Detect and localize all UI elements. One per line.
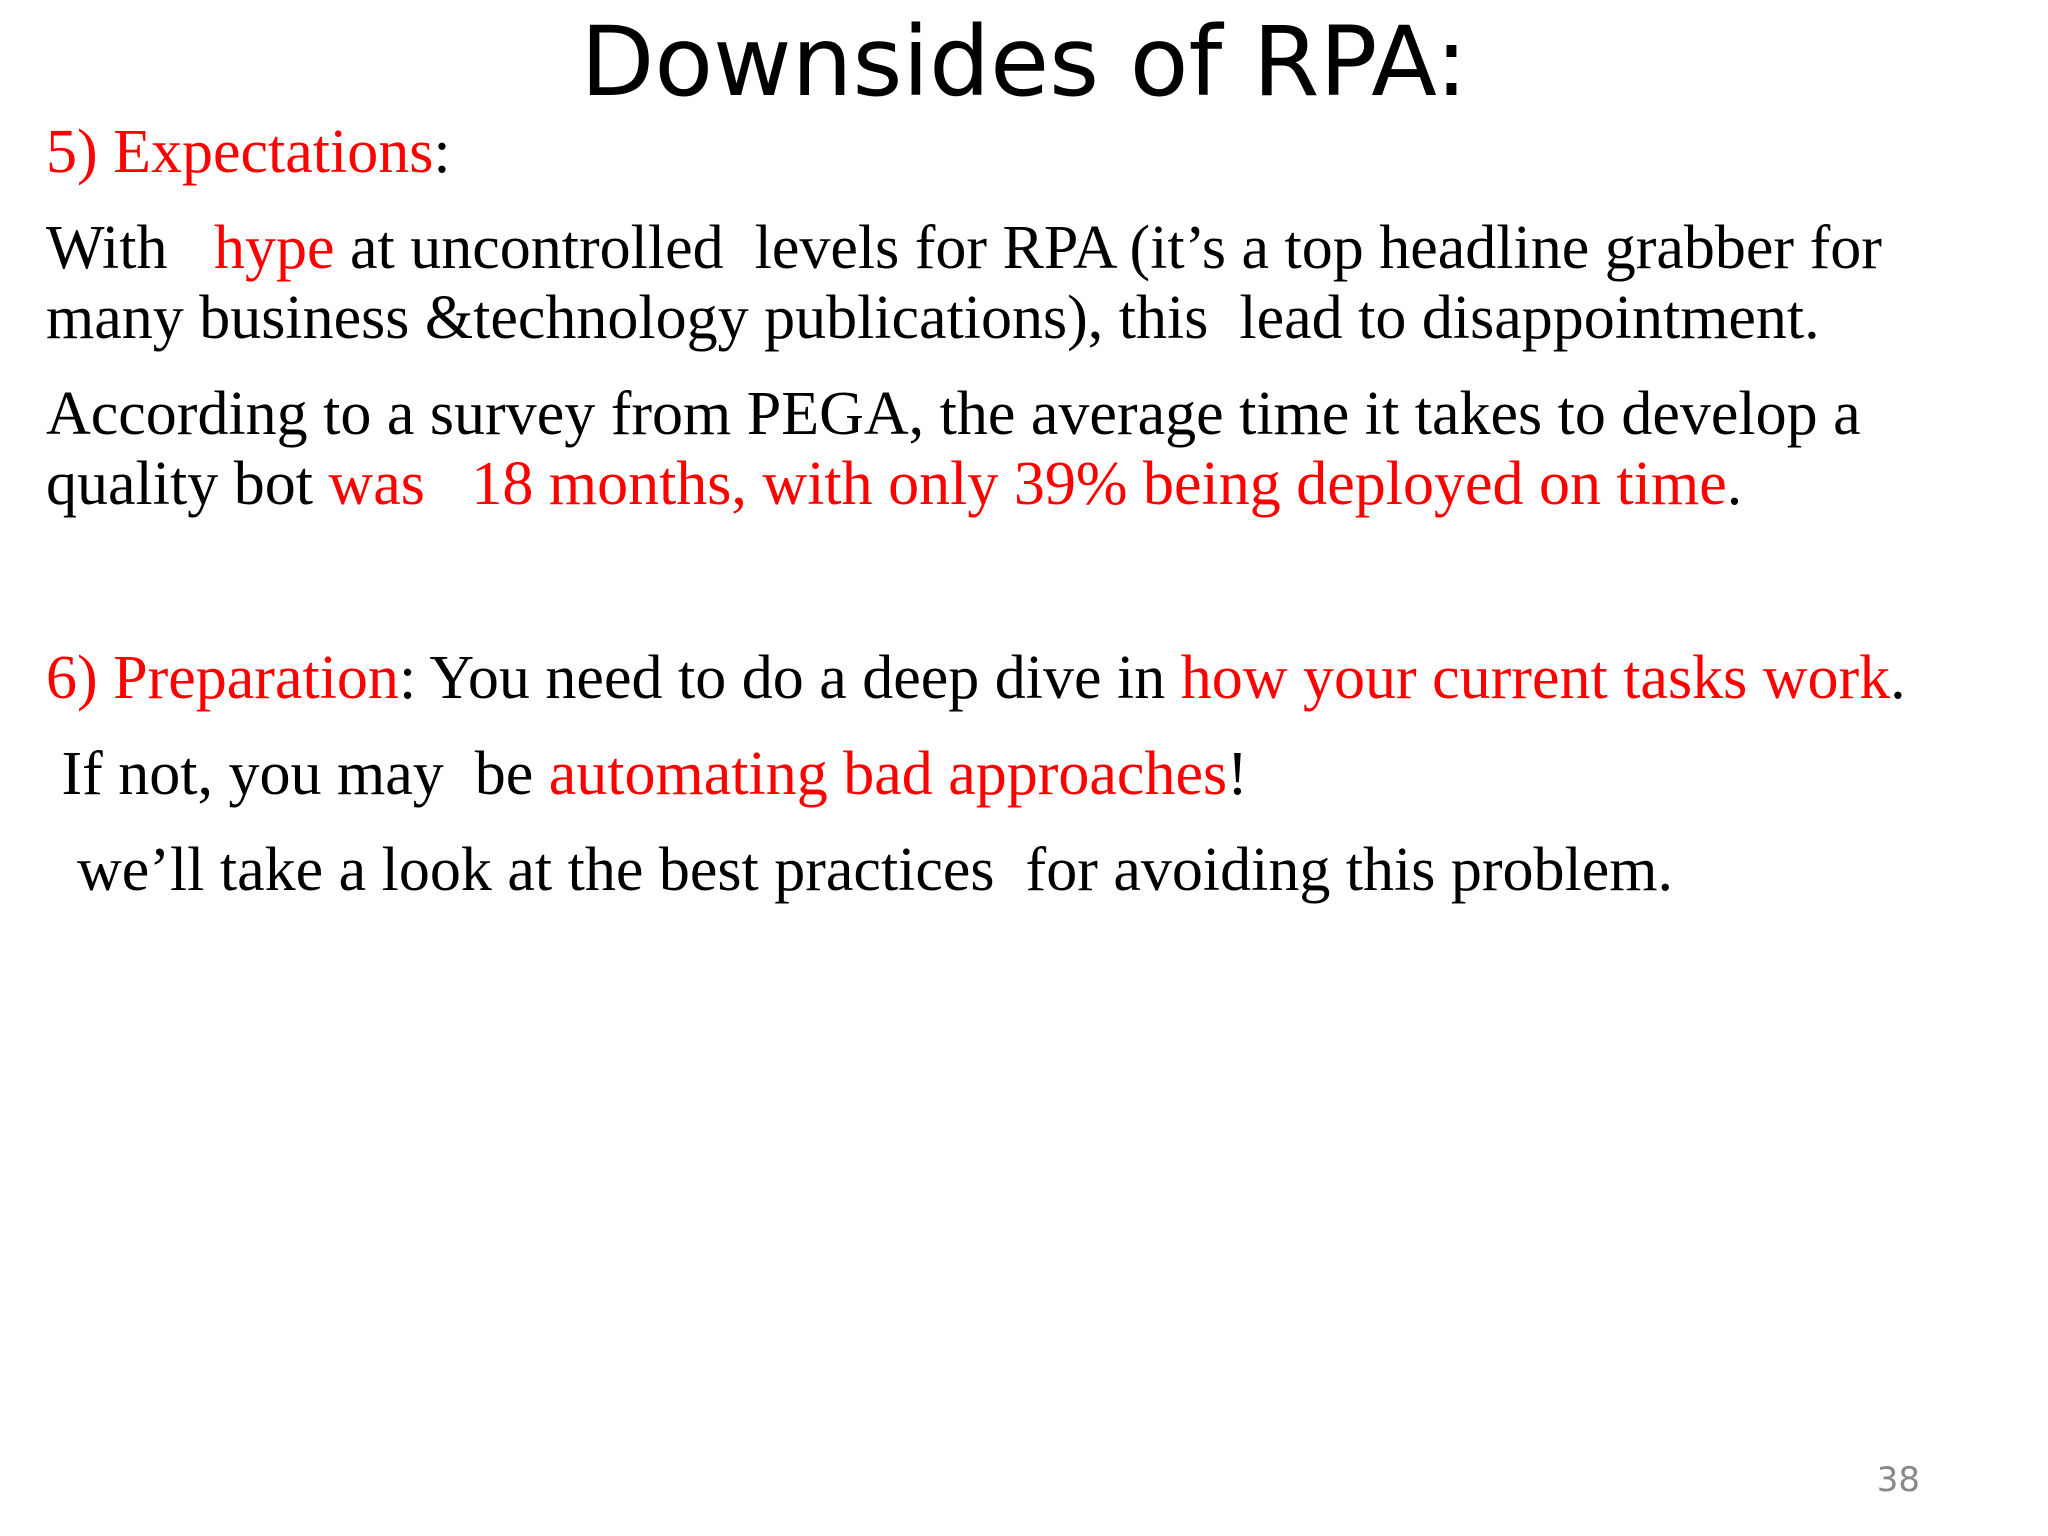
bad-approaches-highlight: automating bad approaches [548, 740, 1228, 808]
expectations-label: 5) Expectations [46, 118, 434, 186]
survey-paragraph-line-2 [46, 450, 1742, 518]
hype-line-1-start: With [46, 214, 214, 282]
preparation-highlight: how your current tasks work [1180, 644, 1891, 712]
expectations-heading [46, 118, 451, 186]
survey-line-2-start: quality bot [46, 450, 329, 518]
bad-approaches-line [46, 740, 1248, 808]
best-practices-line: we’ll take a look at the best practices for avoiding this problem. [46, 836, 1674, 904]
survey-statistic-highlight: was 18 months, with only 39% being deployed on time [328, 450, 1727, 518]
hype-line-1-rest: at uncontrolled levels for RPA (it’s a top headline grabber for [334, 214, 1882, 282]
bad-approaches-end: ! [1227, 740, 1248, 808]
preparation-end: . [1890, 644, 1906, 712]
preparation-line [46, 644, 1906, 712]
hype-highlight: hype [214, 214, 335, 282]
slide-title: Downsides of RPA: [580, 6, 1468, 118]
survey-paragraph-line-1: According to a survey from PEGA, the average time it takes to develop a [46, 380, 1861, 448]
preparation-label: 6) Preparation [46, 644, 399, 712]
expectations-colon: : [433, 118, 451, 186]
hype-paragraph-line-1 [46, 214, 1882, 282]
hype-paragraph-line-2: many business &technology publications), this lead to disappointment. [46, 284, 1820, 352]
survey-line-2-end: . [1726, 450, 1743, 518]
bad-approaches-start: If not, you may be [46, 740, 549, 808]
preparation-text: : You need to do a deep dive in [398, 644, 1181, 712]
page-number: 38 [1876, 1460, 1920, 1500]
